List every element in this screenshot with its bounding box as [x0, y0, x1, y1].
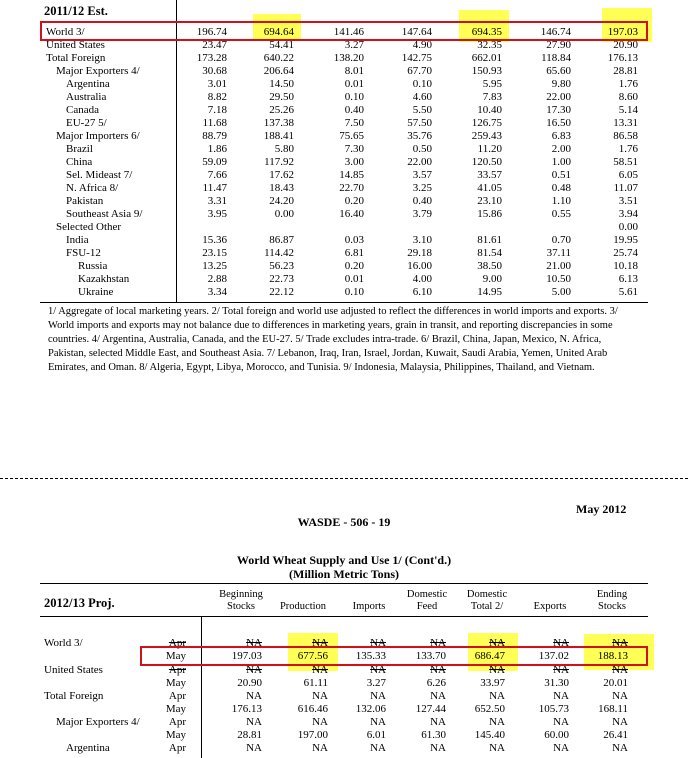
cell-value: 28.81	[237, 729, 262, 741]
cell-value: 5.14	[618, 104, 638, 116]
cell-value: 88.79	[202, 130, 227, 142]
row-label: China	[66, 156, 93, 168]
cell-value: 114.42	[264, 247, 294, 259]
table-row	[0, 156, 688, 169]
cell-value: 176.13	[231, 703, 262, 715]
row-period: May	[165, 650, 186, 662]
row-label: Canada	[66, 104, 99, 116]
cell-value: 0.50	[412, 143, 432, 155]
bottom-header-top-rule	[40, 583, 648, 584]
cell-value: 30.68	[202, 65, 227, 77]
cell-value: 29.18	[407, 247, 432, 259]
cell-value: 3.10	[412, 234, 432, 246]
table-title: World Wheat Supply and Use 1/ (Cont'd.)	[236, 553, 452, 567]
cell-value: 25.26	[269, 104, 294, 116]
cell-value: NA	[370, 690, 386, 702]
column-header-line1: Beginning	[219, 589, 263, 600]
cell-value: 1.00	[551, 156, 571, 168]
cell-value: NA	[612, 690, 628, 702]
cell-value: 57.50	[407, 117, 432, 129]
cell-value: NA	[612, 664, 628, 676]
cell-value: 16.40	[339, 208, 364, 220]
cell-value: 21.00	[546, 260, 571, 272]
cell-value: 694.64	[263, 26, 294, 38]
row-period: Apr	[168, 664, 186, 676]
cell-value: 26.41	[603, 729, 628, 741]
cell-value: 22.73	[269, 273, 294, 285]
table-row	[0, 169, 688, 182]
cell-value: NA	[489, 690, 505, 702]
cell-value: 7.50	[344, 117, 364, 129]
row-label: Selected Other	[56, 221, 122, 233]
cell-value: NA	[312, 664, 328, 676]
red-box-world-2011	[40, 21, 648, 41]
row-period: May	[165, 729, 186, 741]
cell-value: 24.20	[269, 195, 294, 207]
cell-value: 13.25	[202, 260, 227, 272]
column-header-line2: Imports	[352, 601, 386, 612]
cell-value: 18.43	[269, 182, 294, 194]
cell-value: 11.20	[477, 143, 502, 155]
cell-value: 10.40	[477, 104, 502, 116]
cell-value: 14.85	[339, 169, 364, 181]
table-row	[0, 703, 688, 716]
cell-value: NA	[312, 742, 328, 754]
cell-value: 197.03	[607, 26, 638, 38]
section-title-2011-12: 2011/12 Est.	[44, 4, 108, 18]
row-label: Russia	[78, 260, 108, 272]
cell-value: 6.26	[426, 677, 446, 689]
cell-value: 3.01	[207, 78, 227, 90]
cell-value: 3.57	[412, 169, 432, 181]
cell-value: 3.95	[207, 208, 227, 220]
cell-value: 15.86	[477, 208, 502, 220]
table-row	[0, 742, 688, 755]
table-row	[0, 91, 688, 104]
cell-value: 173.28	[196, 52, 227, 64]
cell-value: 662.01	[471, 52, 502, 64]
cell-value: 22.12	[269, 286, 294, 298]
cell-value: 61.11	[303, 677, 328, 689]
top-bottom-rule	[40, 302, 648, 303]
cell-value: 20.90	[237, 677, 262, 689]
cell-value: 0.10	[344, 91, 364, 103]
page-break	[0, 478, 688, 479]
cell-value: 694.35	[471, 26, 502, 38]
cell-value: 3.00	[344, 156, 364, 168]
cell-value: 146.74	[540, 26, 571, 38]
cell-value: 0.20	[344, 260, 364, 272]
cell-value: 616.46	[297, 703, 328, 715]
cell-value: 132.06	[355, 703, 386, 715]
cell-value: 0.00	[274, 208, 294, 220]
cell-value: 6.83	[551, 130, 571, 142]
cell-value: 127.44	[415, 703, 446, 715]
table-units: (Million Metric Tons)	[289, 567, 399, 581]
row-label: World 3/	[44, 637, 83, 649]
cell-value: 135.33	[355, 650, 386, 662]
cell-value: 37.11	[546, 247, 571, 259]
cell-value: 1.76	[618, 143, 638, 155]
cell-value: 4.60	[412, 91, 432, 103]
cell-value: 0.10	[344, 286, 364, 298]
cell-value: 120.50	[471, 156, 502, 168]
cell-value: 33.97	[480, 677, 505, 689]
cell-value: 117.92	[264, 156, 294, 168]
cell-value: 147.64	[401, 26, 432, 38]
cell-value: 0.10	[412, 78, 432, 90]
cell-value: 16.50	[546, 117, 571, 129]
column-header-line2: Production	[279, 601, 327, 612]
cell-value: 0.40	[412, 195, 432, 207]
cell-value: 0.48	[551, 182, 571, 194]
cell-value: NA	[430, 637, 446, 649]
cell-value: NA	[489, 664, 505, 676]
cell-value: 1.10	[551, 195, 571, 207]
row-label: United States	[46, 39, 105, 51]
cell-value: 3.94	[618, 208, 638, 220]
table-row	[0, 52, 688, 65]
column-header-line2: Feed	[416, 601, 438, 612]
cell-value: 6.10	[412, 286, 432, 298]
cell-value: 6.81	[344, 247, 364, 259]
cell-value: 5.80	[274, 143, 294, 155]
cell-value: 17.62	[269, 169, 294, 181]
table-row	[0, 78, 688, 91]
row-label: India	[66, 234, 89, 246]
row-label: Argentina	[66, 78, 110, 90]
cell-value: 9.80	[551, 78, 571, 90]
cell-value: NA	[489, 716, 505, 728]
row-label: Pakistan	[66, 195, 104, 207]
cell-value: 176.13	[607, 52, 638, 64]
cell-value: 652.50	[474, 703, 505, 715]
cell-value: NA	[312, 716, 328, 728]
row-label: Major Exporters 4/	[56, 65, 140, 77]
cell-value: NA	[553, 742, 569, 754]
column-header-line2: Exports	[533, 601, 567, 612]
cell-value: NA	[370, 742, 386, 754]
cell-value: NA	[430, 664, 446, 676]
cell-value: 4.90	[412, 39, 432, 51]
row-label: Total Foreign	[44, 690, 104, 702]
cell-value: 0.51	[551, 169, 571, 181]
cell-value: 16.00	[407, 260, 432, 272]
cell-value: 61.30	[421, 729, 446, 741]
cell-value: NA	[312, 637, 328, 649]
cell-value: 14.95	[477, 286, 502, 298]
cell-value: NA	[246, 637, 262, 649]
table-row	[0, 286, 688, 299]
cell-value: 677.56	[297, 650, 328, 662]
cell-value: 7.83	[482, 91, 502, 103]
cell-value: NA	[489, 742, 505, 754]
cell-value: NA	[246, 690, 262, 702]
cell-value: 17.30	[546, 104, 571, 116]
cell-value: 6.13	[618, 273, 638, 285]
cell-value: 138.20	[333, 52, 364, 64]
cell-value: 20.01	[603, 677, 628, 689]
cell-value: 35.76	[407, 130, 432, 142]
row-label: N. Africa 8/	[66, 182, 119, 194]
row-period: May	[165, 677, 186, 689]
cell-value: 22.70	[339, 182, 364, 194]
footnote: 1/ Aggregate of local marketing years. 2/ Total foreign and world use adjusted to reflect the differences in world imports and exports. 3/ World imports and exports may not balance due to differences in marketing years, grain in transit, and reporting discrepancies in some countries. 4/ Argentina, Australia, Canada, and the EU-27. 5/ Trade excludes intra-trade. 6/ Brazil, China, Japan, Mexico, N. Africa, Pakistan, selected Middle East, and Southeast Asia. 7/ Lebanon, Iraq, Iran, Israel, Jordan, Kuwait, Saudi Arabia, Yemen, United Arab Emirates, and Oman. 8/ Algeria, Egypt, Libya, Morocco, and Tunisia. 9/ Indonesia, Malaysia, Philippines, Thailand, and Vietnam.	[48, 306, 618, 373]
cell-value: 3.31	[207, 195, 227, 207]
table-row	[0, 182, 688, 195]
row-label: FSU-12	[66, 247, 101, 259]
cell-value: 141.46	[333, 26, 364, 38]
cell-value: 5.50	[412, 104, 432, 116]
cell-value: 23.47	[202, 39, 227, 51]
cell-value: 168.11	[598, 703, 628, 715]
cell-value: 3.79	[412, 208, 432, 220]
cell-value: NA	[553, 664, 569, 676]
cell-value: NA	[553, 716, 569, 728]
row-label: Major Importers 6/	[56, 130, 140, 142]
row-label: Argentina	[66, 742, 110, 754]
table-row	[0, 117, 688, 130]
cell-value: 142.75	[401, 52, 432, 64]
cell-value: 188.13	[597, 650, 628, 662]
cell-value: 3.27	[366, 677, 386, 689]
cell-value: 5.61	[618, 286, 638, 298]
cell-value: 56.23	[269, 260, 294, 272]
cell-value: 0.55	[551, 208, 571, 220]
cell-value: 81.54	[477, 247, 502, 259]
cell-value: 5.00	[551, 286, 571, 298]
row-label: Sel. Mideast 7/	[66, 169, 133, 181]
cell-value: 10.18	[613, 260, 638, 272]
column-header-line2: Stocks	[226, 601, 255, 612]
table-row	[0, 260, 688, 273]
row-label: Southeast Asia 9/	[66, 208, 143, 220]
cell-value: NA	[430, 742, 446, 754]
bottom-header-rule	[40, 616, 648, 617]
cell-value: NA	[246, 716, 262, 728]
cell-value: 150.93	[471, 65, 502, 77]
cell-value: 145.40	[474, 729, 505, 741]
column-header-line1: Domestic	[406, 589, 448, 600]
cell-value: 2.00	[551, 143, 571, 155]
cell-value: 259.43	[471, 130, 502, 142]
cell-value: 118.84	[541, 52, 571, 64]
cell-value: 67.70	[407, 65, 432, 77]
table-row	[0, 65, 688, 78]
table-row	[0, 716, 688, 729]
cell-value: NA	[612, 637, 628, 649]
cell-value: 9.00	[482, 273, 502, 285]
cell-value: 1.86	[207, 143, 227, 155]
cell-value: 19.95	[613, 234, 638, 246]
cell-value: 188.41	[263, 130, 294, 142]
report-date: May 2012	[576, 502, 627, 516]
table-row	[0, 677, 688, 690]
row-period: Apr	[168, 637, 186, 649]
cell-value: 59.09	[202, 156, 227, 168]
row-period: Apr	[168, 690, 186, 702]
cell-value: NA	[370, 637, 386, 649]
table-row	[0, 273, 688, 286]
cell-value: 7.66	[207, 169, 227, 181]
cell-value: 86.87	[269, 234, 294, 246]
cell-value: 197.03	[231, 650, 262, 662]
cell-value: 0.70	[551, 234, 571, 246]
cell-value: 54.41	[269, 39, 294, 51]
cell-value: 22.00	[546, 91, 571, 103]
cell-value: 0.20	[344, 195, 364, 207]
cell-value: 137.02	[538, 650, 569, 662]
cell-value: 23.10	[477, 195, 502, 207]
cell-value: 14.50	[269, 78, 294, 90]
cell-value: 105.73	[538, 703, 569, 715]
cell-value: 7.18	[207, 104, 227, 116]
cell-value: 3.51	[618, 195, 638, 207]
cell-value: NA	[370, 716, 386, 728]
table-row	[0, 729, 688, 742]
cell-value: 3.34	[207, 286, 227, 298]
cell-value: NA	[430, 716, 446, 728]
cell-value: 4.00	[412, 273, 432, 285]
cell-value: 32.35	[477, 39, 502, 51]
row-label: EU-27 5/	[66, 117, 107, 129]
cell-value: 640.22	[263, 52, 294, 64]
cell-value: 11.07	[613, 182, 638, 194]
row-label: Kazakhstan	[78, 273, 130, 285]
table-row	[0, 247, 688, 260]
cell-value: NA	[489, 637, 505, 649]
row-label: Australia	[66, 91, 107, 103]
cell-value: 3.25	[412, 182, 432, 194]
cell-value: 0.01	[344, 78, 364, 90]
cell-value: 206.64	[263, 65, 294, 77]
cell-value: 6.01	[366, 729, 386, 741]
cell-value: NA	[553, 637, 569, 649]
report-id: WASDE - 506 - 19	[297, 515, 391, 529]
cell-value: 137.38	[263, 117, 294, 129]
row-label: World 3/	[46, 26, 85, 38]
cell-value: 7.30	[344, 143, 364, 155]
cell-value: 58.51	[613, 156, 638, 168]
cell-value: 3.27	[344, 39, 364, 51]
cell-value: 27.90	[546, 39, 571, 51]
row-label: Ukraine	[78, 286, 114, 298]
cell-value: 5.95	[482, 78, 502, 90]
cell-value: 23.15	[202, 247, 227, 259]
row-period: Apr	[168, 742, 186, 754]
cell-value: 8.82	[207, 91, 227, 103]
cell-value: 60.00	[544, 729, 569, 741]
cell-value: 20.90	[613, 39, 638, 51]
cell-value: 31.30	[544, 677, 569, 689]
cell-value: 29.50	[269, 91, 294, 103]
cell-value: 8.01	[344, 65, 364, 77]
table-row	[0, 104, 688, 117]
cell-value: 22.00	[407, 156, 432, 168]
cell-value: 0.40	[344, 104, 364, 116]
cell-value: NA	[612, 742, 628, 754]
cell-value: 28.81	[613, 65, 638, 77]
section-title-2012-13: 2012/13 Proj.	[44, 596, 115, 610]
column-header-line1: Ending	[596, 589, 628, 600]
cell-value: NA	[246, 664, 262, 676]
cell-value: 13.31	[613, 117, 638, 129]
row-period: Apr	[168, 716, 186, 728]
column-header-line2: Total 2/	[470, 601, 504, 612]
column-header-line1: Domestic	[466, 589, 508, 600]
cell-value: NA	[612, 716, 628, 728]
cell-value: 196.74	[196, 26, 227, 38]
cell-value: 2.88	[207, 273, 227, 285]
table-row	[0, 208, 688, 221]
cell-value: NA	[553, 690, 569, 702]
cell-value: 11.47	[202, 182, 227, 194]
cell-value: 33.57	[477, 169, 502, 181]
row-label: Major Exporters 4/	[56, 716, 140, 728]
cell-value: 1.76	[618, 78, 638, 90]
cell-value: 81.61	[477, 234, 502, 246]
cell-value: 38.50	[477, 260, 502, 272]
cell-value: NA	[430, 690, 446, 702]
cell-value: NA	[246, 742, 262, 754]
cell-value: 86.58	[613, 130, 638, 142]
cell-value: 0.03	[344, 234, 364, 246]
cell-value: 126.75	[471, 117, 502, 129]
table-row	[0, 143, 688, 156]
row-label: Total Foreign	[46, 52, 106, 64]
cell-value: 6.05	[618, 169, 638, 181]
cell-value: 25.74	[613, 247, 638, 259]
row-label: Brazil	[66, 143, 93, 155]
cell-value: 8.60	[618, 91, 638, 103]
table-row	[0, 195, 688, 208]
table-row	[0, 221, 688, 234]
cell-value: 10.50	[546, 273, 571, 285]
column-header-line2: Stocks	[597, 601, 626, 612]
table-row	[0, 690, 688, 703]
cell-value: 11.68	[202, 117, 227, 129]
cell-value: 686.47	[474, 650, 505, 662]
cell-value: 197.00	[297, 729, 328, 741]
cell-value: 41.05	[477, 182, 502, 194]
row-period: May	[165, 703, 186, 715]
cell-value: NA	[312, 690, 328, 702]
cell-value: 0.01	[344, 273, 364, 285]
cell-value: 65.60	[546, 65, 571, 77]
cell-value: 0.00	[618, 221, 638, 233]
cell-value: 15.36	[202, 234, 227, 246]
table-row	[0, 130, 688, 143]
cell-value: 75.65	[339, 130, 364, 142]
row-label: United States	[44, 664, 103, 676]
cell-value: 133.70	[415, 650, 446, 662]
red-box-world-2012	[140, 646, 648, 666]
cell-value: NA	[370, 664, 386, 676]
table-row	[0, 234, 688, 247]
